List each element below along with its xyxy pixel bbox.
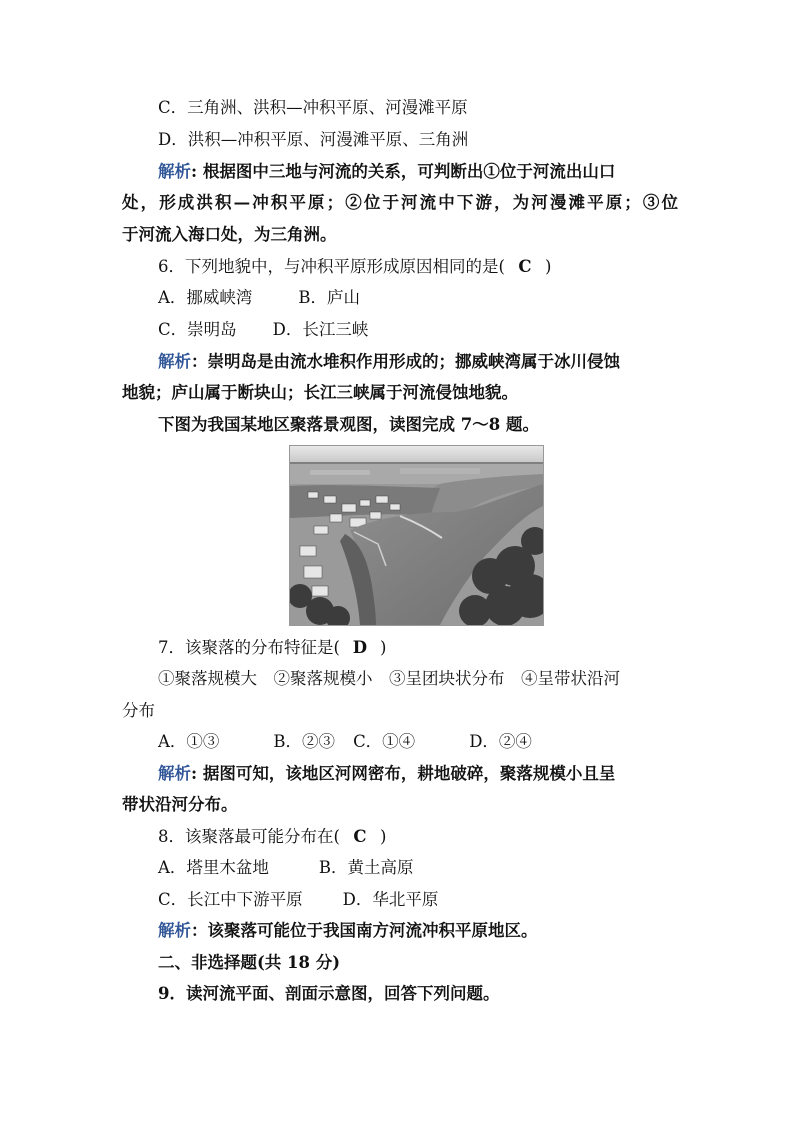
q8-close-paren: ): [379, 827, 387, 846]
analysis-label: 解析: [158, 352, 191, 371]
q5-option-c: C．三角洲、洪积—冲积平原、河漫滩平原: [158, 98, 468, 117]
q8-stem-text: 8．该聚落最可能分布在(: [158, 827, 340, 846]
q5-analysis-line3: 于河流入海口处，为三角洲。: [122, 225, 337, 244]
section-2-heading: 二、非选择题(共 18 分): [158, 953, 341, 972]
q6-analysis-text1: 崇明岛是由流水堆积作用形成的；挪威峡湾属于冰川侵蚀: [207, 352, 620, 371]
q8-options-cd: [158, 890, 678, 910]
q6-option-a: A．挪威峡湾: [158, 288, 253, 307]
q7-stem: [158, 638, 678, 658]
q6-options-ab: [158, 288, 678, 308]
q6-close-paren: ): [544, 257, 552, 276]
q5-analysis-text1: 根据图中三地与河流的关系，可判断出①位于河流出山口: [202, 162, 616, 181]
q8-stem: [158, 827, 678, 847]
q7-items-line1: ①聚落规模大 ②聚落规模小 ③呈团块状分布 ④呈带状沿河: [158, 669, 620, 688]
q7-8-intro: 下图为我国某地区聚落景观图，读图完成 7～8 题。: [158, 415, 539, 434]
q8-option-a: A．塔里木盆地: [158, 858, 269, 877]
q6-analysis-line2: 地貌；庐山属于断块山；长江三峡属于河流侵蚀地貌。: [122, 383, 518, 402]
q7-stem-text: 7．该聚落的分布特征是(: [158, 638, 340, 657]
q7-option-d: D．②④: [469, 732, 532, 751]
q6-option-d: D．长江三峡: [272, 320, 369, 339]
q5-option-d: D．洪积—冲积平原、河漫滩平原、三角洲: [158, 130, 469, 149]
q8-option-c: C．长江中下游平原: [158, 890, 303, 909]
q6-stem-text: 6．下列地貌中，与冲积平原形成原因相同的是(: [158, 257, 505, 276]
q8-answer: C: [353, 827, 367, 846]
q7-options: [158, 732, 678, 752]
q5-analysis-line2: 处，形成洪积—冲积平原；②位于河流中下游，为河漫滩平原；③位: [122, 193, 678, 212]
q8-options-ab: [158, 858, 678, 878]
q7-analysis-text1: 据图可知，该地区河网密布，耕地破碎，聚落规模小且呈: [202, 764, 616, 783]
q8-option-d: D．华北平原: [342, 890, 439, 909]
analysis-label: 解析: [158, 921, 191, 940]
q7-answer: D: [352, 638, 368, 657]
q7-option-c: C．①④: [353, 732, 416, 751]
analysis-label: 解析: [158, 162, 191, 181]
q6-analysis-line1: 解析：崇明岛是由流水堆积作用形成的；挪威峡湾属于冰川侵蚀: [158, 352, 620, 371]
analysis-label: 解析: [158, 764, 191, 783]
q7-analysis-line1: 解析: 据图可知，该地区河网密布，耕地破碎，聚落规模小且呈: [158, 764, 616, 783]
q6-answer: C: [518, 257, 532, 276]
q6-stem: [158, 257, 678, 277]
q7-items-line2: 分布: [122, 701, 155, 720]
q7-option-a: A．①③: [158, 732, 220, 751]
q9-stem: 9．读河流平面、剖面示意图，回答下列问题。: [158, 984, 500, 1003]
q6-option-c: C．崇明岛: [158, 320, 237, 339]
q5-analysis-line1: 解析: 根据图中三地与河流的关系，可判断出①位于河流出山口: [158, 162, 616, 181]
q8-analysis-text: 该聚落可能位于我国南方河流冲积平原地区。: [207, 921, 538, 940]
q8-option-b: B．黄土高原: [318, 858, 414, 877]
q6-option-b: B．庐山: [298, 288, 361, 307]
q7-close-paren: ): [379, 638, 387, 657]
q7-analysis-line2: 带状沿河分布。: [122, 795, 238, 814]
settlement-photo: [289, 445, 544, 626]
q8-analysis: 解析：该聚落可能位于我国南方河流冲积平原地区。: [158, 921, 538, 940]
q6-options-cd: [158, 320, 678, 340]
q7-option-b: B．②③: [273, 732, 336, 751]
